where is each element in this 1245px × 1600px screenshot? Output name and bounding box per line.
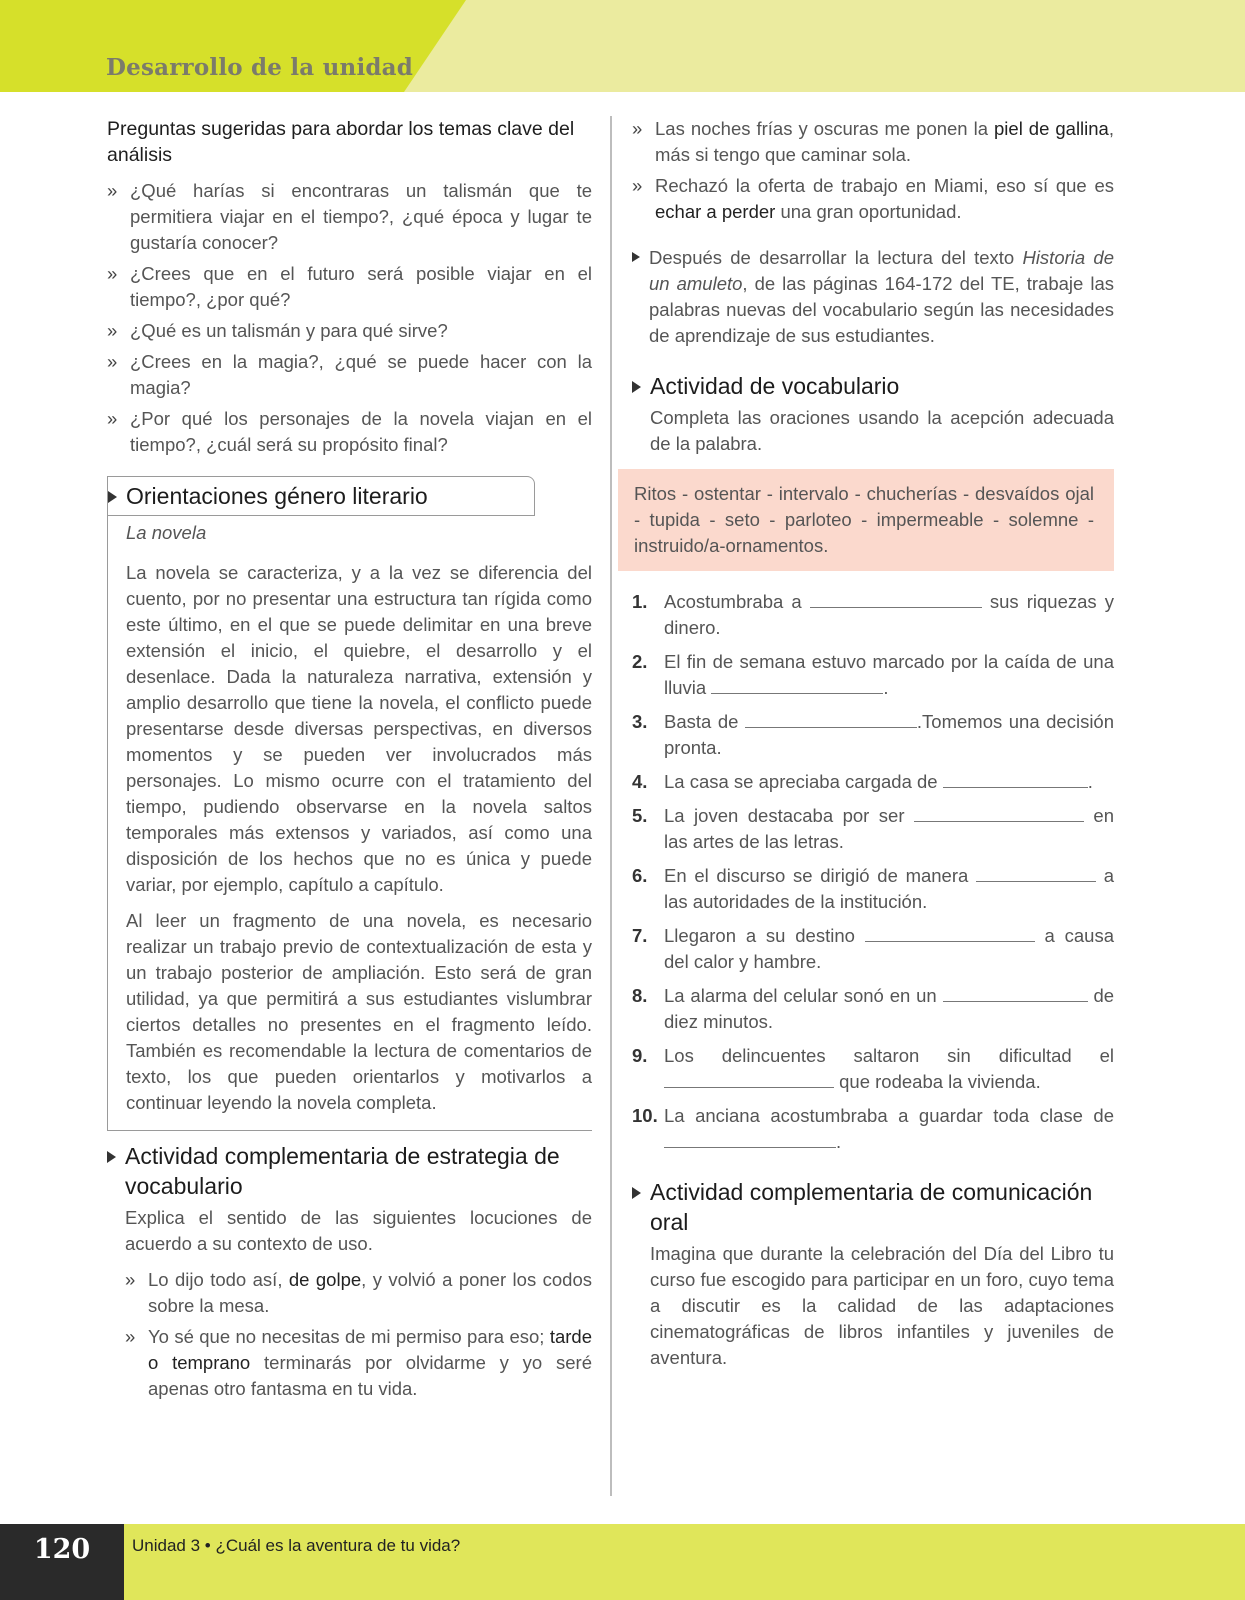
locution-highlight: de golpe [288, 1269, 362, 1290]
sentence-item [632, 803, 1114, 855]
sentence-item [632, 923, 1114, 975]
sentence-text: La alarma del celular sonó en un [664, 985, 937, 1006]
sentence-text: Basta de [664, 711, 739, 732]
locution-text: Rechazó la oferta de trabajo en Miami, eso sí que es [655, 175, 1114, 196]
sentence-number: 1. [632, 591, 648, 612]
sentence-item [632, 983, 1114, 1035]
locution-text: Las noches frías y oscuras me ponen la [655, 118, 994, 139]
sentence-text: El fin de semana estuvo marcado por la caída de una lluvia [664, 651, 1114, 698]
question-item: » ¿Qué es un talismán y para qué sirve? [107, 318, 592, 344]
sentence-item [632, 709, 1114, 761]
answer-blank[interactable] [745, 709, 917, 728]
after-reading-text: Después de desarrollar la lectura del texto [649, 247, 1023, 268]
genre-heading: Orientaciones género literario [108, 481, 428, 511]
genre-paragraph-2: Al leer un fragmento de una novela, es necesario realizar un trabajo previo de contextualización de esta y un trabajo posterior de ampliación. Esto será de gran utilidad, ya que permitirá a sus estudiantes vislumbrar ciertos detalles no presentes en el fragmento leído. También es recomendable la lectura de comentarios de texto, los que pueden orientarlos y motivarlos a continuar leyendo la novela completa. [126, 910, 592, 1113]
sentence-text: .Tomemos una decisión pronta. [664, 711, 1115, 758]
sentence-text: de diez minutos. [664, 985, 1115, 1032]
answer-blank[interactable] [810, 589, 982, 608]
sentence-number: 9. [632, 1045, 648, 1066]
sentence-text: . [883, 677, 889, 698]
vocab-strategy-instruction: Explica el sentido de las siguientes locuciones de acuerdo a su contexto de uso. [125, 1207, 592, 1254]
locution-item [125, 1267, 592, 1319]
sentence-item [632, 1103, 1114, 1155]
genre-paragraph-1: La novela se caracteriza, y a la vez se diferencia del cuento, por no presentar una estructura tan rígida como este último, en el que se puede delimitar en una breve extensión el inicio, el quiebre, el desarrollo y el desenlace. Dada la naturaleza narrativa, extensión y amplio desarrollo que tiene la novela, el conflicto puede presentarse desde diversas perspectivas, en diversos momentos y se pueden ver involucrados más personajes. Lo mismo ocurre con el tratamiento del tiempo, pudiendo observarse en la novela saltos temporales más extensos y variados, así como una disposición de los hechos que no es única y puede variar, por ejemplo, capítulo a capítulo. [126, 562, 592, 895]
page-number: 120 [33, 1534, 91, 1565]
answer-blank[interactable] [664, 1129, 836, 1148]
sentence-text: . [1087, 771, 1093, 792]
text-title: Historia de un amuleto [649, 247, 1114, 294]
sentence-number: 5. [632, 805, 648, 826]
sentence-text: La anciana acostumbraba a guardar toda clase de [664, 1105, 1114, 1126]
right-column [632, 116, 1114, 1371]
sentence-text: en las artes de las letras. [664, 805, 1114, 852]
sentence-item [632, 589, 1114, 641]
question-item: » ¿Qué harías si encontraras un talismán que te permitiera viajar en el tiempo?, ¿qué época y lugar te gustaría conocer? [107, 178, 592, 256]
locution-text: Yo sé que no necesitas de mi permiso para eso; [148, 1326, 550, 1347]
sentence-item [632, 769, 1114, 795]
header-title: Desarrollo de la unidad [106, 54, 414, 81]
question-item: » ¿Crees en la magia?, ¿qué se puede hacer con la magia? [107, 349, 592, 401]
sentence-text: a causa del calor y hambre. [664, 925, 1115, 972]
sentence-number: 2. [632, 651, 648, 672]
vocab-strategy-section [107, 1141, 592, 1402]
footer-unit-title: Unidad 3 • ¿Cuál es la aventura de tu vida? [132, 1536, 461, 1555]
sentence-text: que rodeaba la vivienda. [839, 1071, 1041, 1092]
locution-text: terminarás por olvidarme y yo seré apenas otro fantasma en tu vida. [148, 1352, 592, 1399]
answer-blank[interactable] [664, 1069, 834, 1088]
sentence-text: La casa se apreciaba cargada de [664, 771, 938, 792]
locutions-list [125, 1267, 592, 1402]
genre-box [107, 476, 592, 1131]
column-divider [610, 116, 612, 1496]
questions-title: Preguntas sugeridas para abordar los temas clave del análisis [107, 118, 575, 166]
vocab-activity-section [632, 371, 1114, 1155]
oral-activity-text: Imagina que durante la celebración del Día del Libro tu curso fue escogido para participar en un foro, cuyo tema a discutir es la calidad de las adaptaciones cinematográficas de libros infantiles y juveniles de aventura. [650, 1243, 1114, 1368]
vocab-strategy-heading: Actividad complementaria de estrategia de vocabulario [107, 1141, 592, 1201]
oral-activity-section [632, 1177, 1114, 1371]
answer-blank[interactable] [943, 769, 1088, 788]
sentence-text: Los delincuentes saltaron sin dificultad el [664, 1045, 1114, 1066]
questions-list [107, 178, 592, 458]
locution-text: Lo dijo todo así, [148, 1269, 289, 1290]
sentence-number: 8. [632, 985, 648, 1006]
sentence-text: Acostumbraba a [664, 591, 802, 612]
question-item: » ¿Por qué los personajes de la novela viajan en el tiempo?, ¿cuál será su propósito final? [107, 406, 592, 458]
sentence-text: sus riquezas y dinero. [664, 591, 1115, 638]
locutions-list-continued [632, 116, 1114, 225]
genre-heading-wrap [108, 476, 592, 518]
locution-text: una gran oportunidad. [775, 201, 962, 222]
after-reading-text: , de las páginas 164-172 del TE, trabaje las palabras nuevas del vocabulario según las necesidades de aprendizaje de sus estudiantes. [649, 273, 1114, 346]
sentence-number: 10. [632, 1105, 658, 1126]
sentence-item [632, 649, 1114, 701]
locution-item [632, 116, 1114, 168]
oral-activity-heading: Actividad complementaria de comunicación oral [632, 1177, 1114, 1237]
sentence-number: 3. [632, 711, 648, 732]
sentence-text: a las autoridades de la institución. [664, 865, 1114, 912]
answer-blank[interactable] [914, 803, 1084, 822]
locution-text: , y volvió a poner los codos sobre la mesa. [148, 1269, 592, 1316]
sentence-number: 4. [632, 771, 648, 792]
sentence-text: Llegaron a su destino [664, 925, 855, 946]
sentence-list [632, 589, 1114, 1155]
answer-blank[interactable] [976, 863, 1096, 882]
sentence-number: 6. [632, 865, 648, 886]
question-item: » ¿Crees que en el futuro será posible viajar en el tiempo?, ¿por qué? [107, 261, 592, 313]
answer-blank[interactable] [943, 983, 1088, 1002]
triangle-bullet-icon [632, 252, 640, 262]
sentence-text: La joven destacaba por ser [664, 805, 905, 826]
sentence-text: . [836, 1131, 842, 1152]
left-column [107, 116, 592, 1407]
locution-highlight: piel de gallina [994, 118, 1109, 139]
vocab-activity-heading: Actividad de vocabulario [632, 371, 1114, 401]
genre-subtitle: La novela [126, 522, 207, 543]
locution-item [125, 1324, 592, 1402]
locution-highlight: tarde o temprano [148, 1326, 592, 1373]
answer-blank[interactable] [711, 675, 883, 694]
after-reading-note [632, 245, 1114, 349]
answer-blank[interactable] [865, 923, 1035, 942]
sentence-item [632, 1043, 1114, 1095]
sentence-item [632, 863, 1114, 915]
word-bank: Ritos - ostentar - intervalo - chucherías - desvaídos ojal - tupida - seto - parloteo - impermeable - solemne - instruido/a-ornamentos. [618, 469, 1114, 571]
locution-text: , más si tengo que caminar sola. [655, 118, 1114, 165]
vocab-activity-instruction: Completa las oraciones usando la acepción adecuada de la palabra. [650, 407, 1114, 454]
locution-item [632, 173, 1114, 225]
sentence-number: 7. [632, 925, 648, 946]
locution-highlight: echar a perder [655, 201, 776, 222]
sentence-text: En el discurso se dirigió de manera [664, 865, 969, 886]
